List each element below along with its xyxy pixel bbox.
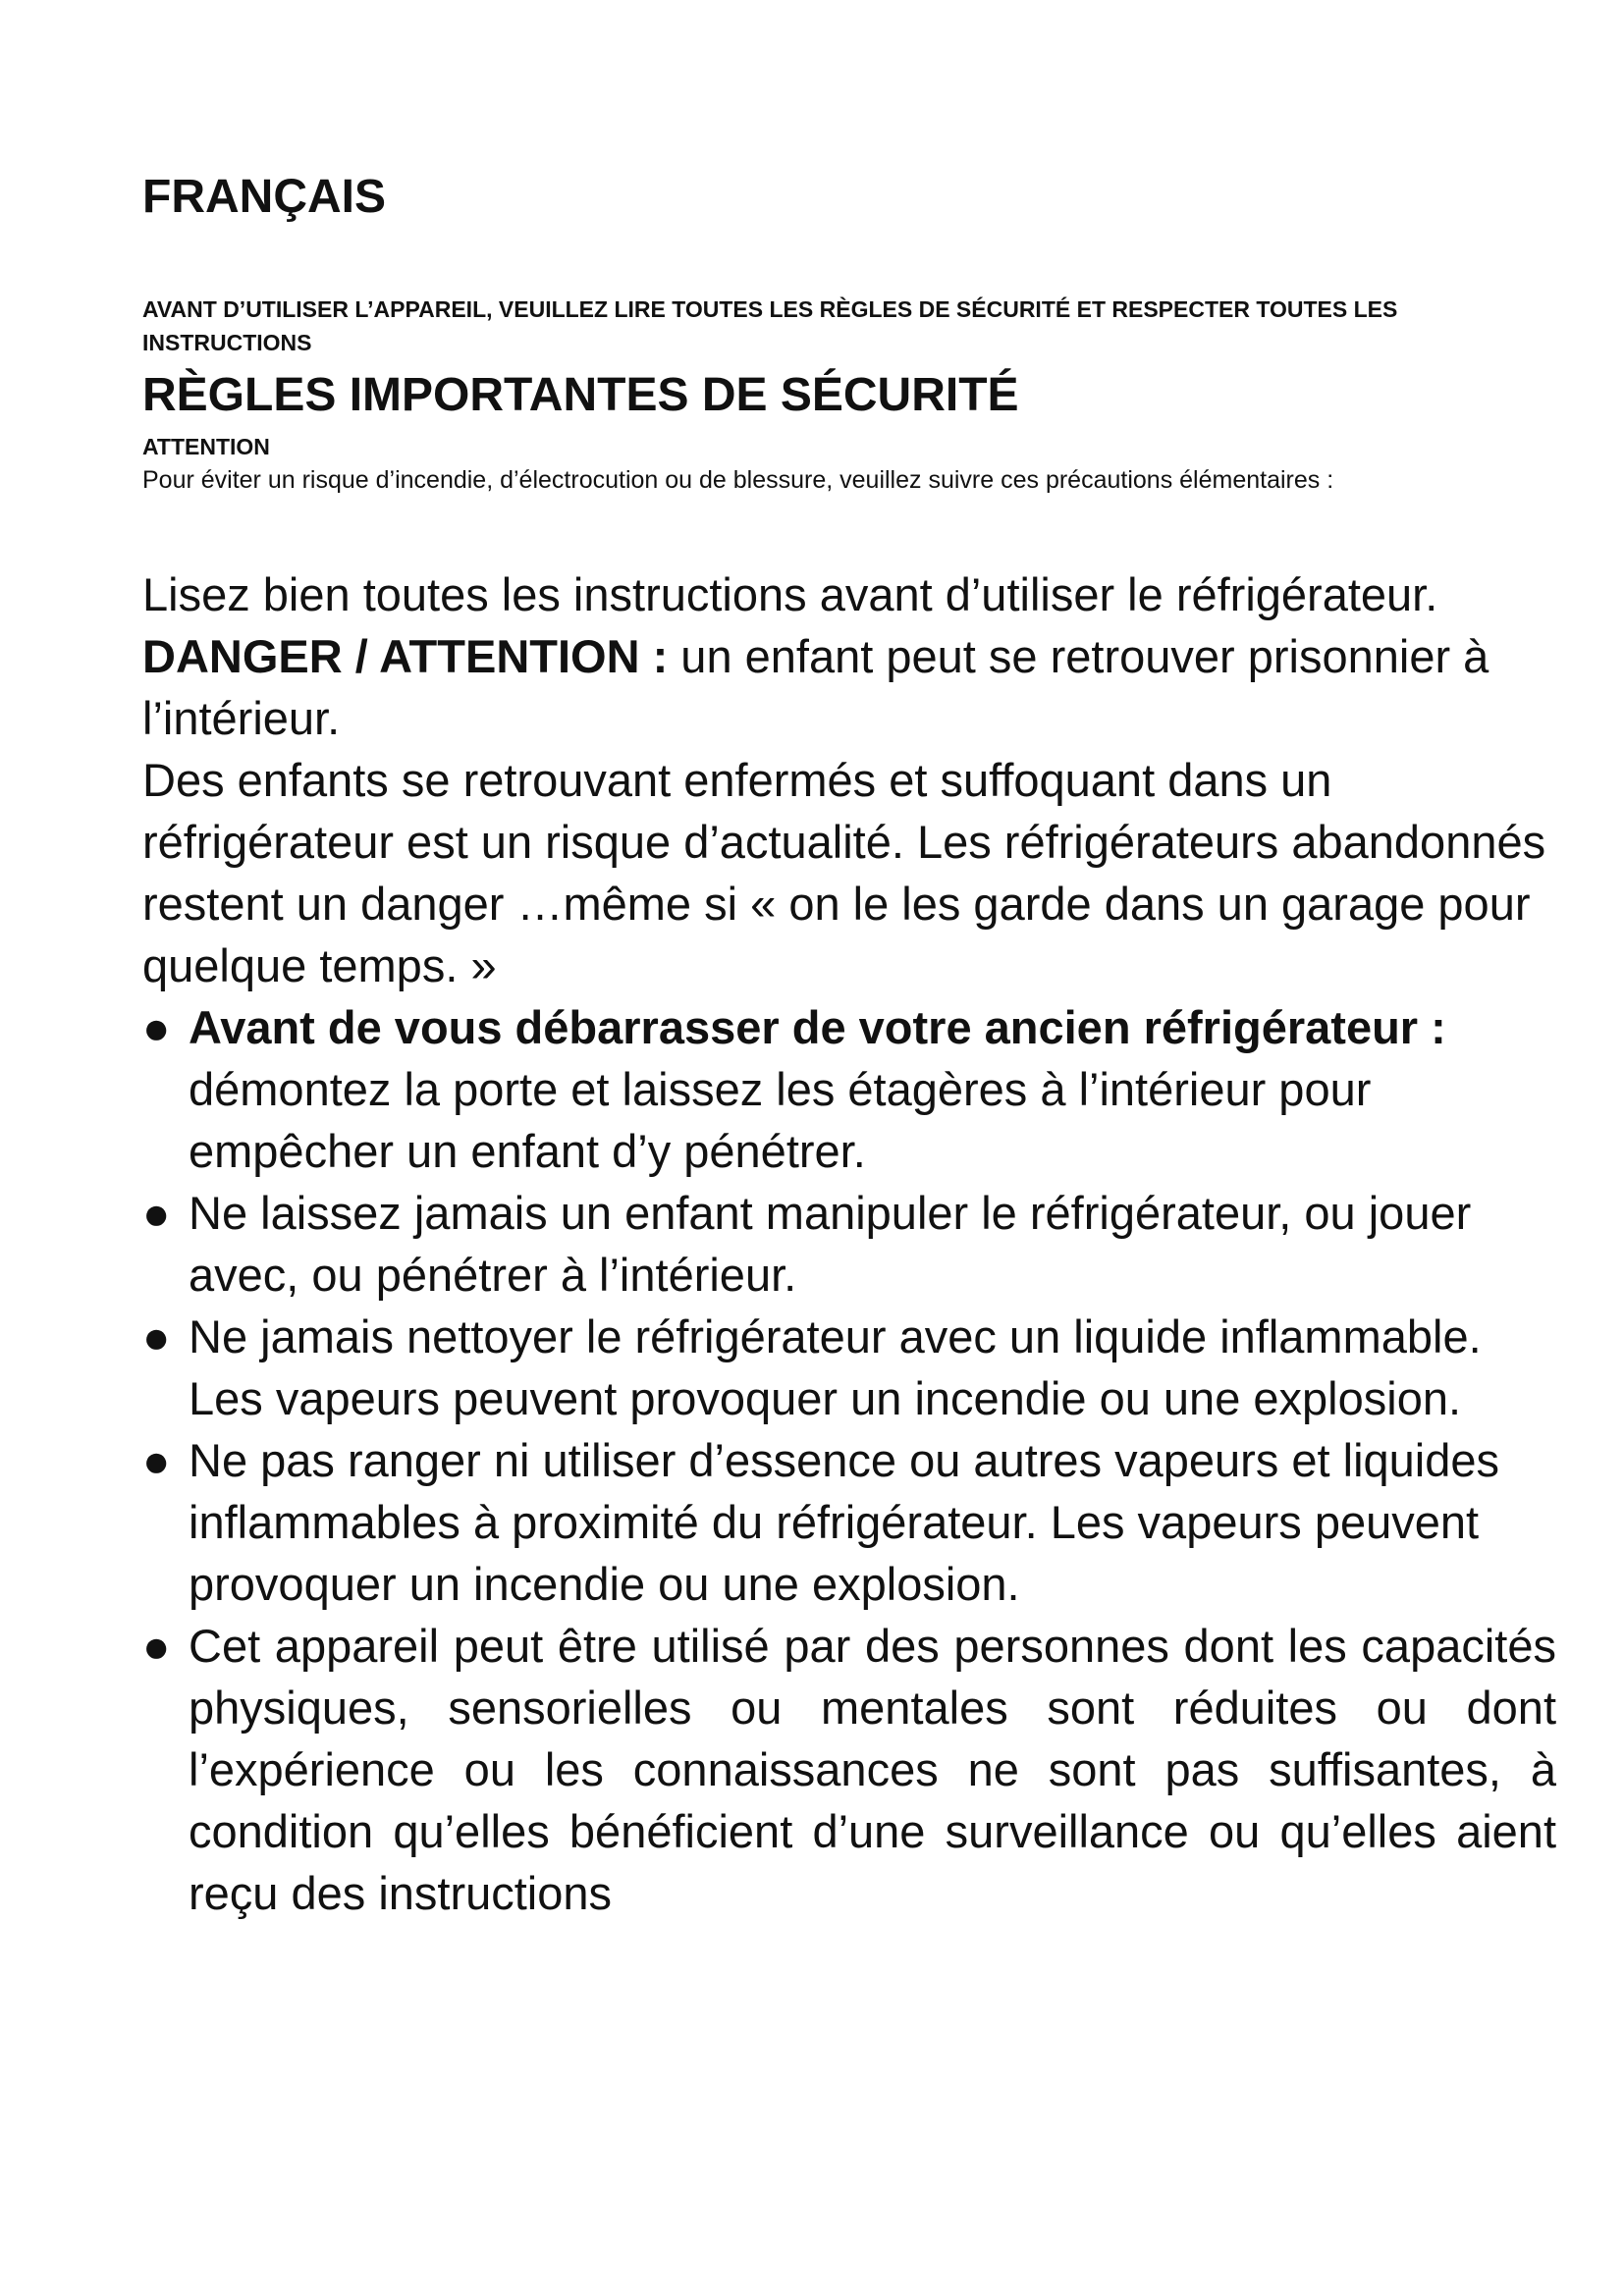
list-item [142, 1615, 1556, 1924]
bullet-icon: ● [142, 1187, 171, 1239]
safety-bullet-list [142, 996, 1556, 1924]
bullet-text: démontez la porte et laissez les étagères à l’intérieur pour empêcher un enfant d’y pénétrer. [189, 1063, 1372, 1177]
preamble-notice: AVANT D’UTILISER L’APPAREIL, VEUILLEZ LIRE TOUTES LES RÈGLES DE SÉCURITÉ ET RESPECTER TOUTES LES INSTRUCTIONS [142, 296, 1398, 355]
safety-rules-title: RÈGLES IMPORTANTES DE SÉCURITÉ [142, 369, 1019, 421]
bullet-icon: ● [142, 1310, 171, 1362]
bullet-text: Ne laissez jamais un enfant manipuler le réfrigérateur, ou jouer avec, ou pénétrer à l’intérieur. [189, 1187, 1472, 1301]
list-item [142, 1182, 1556, 1306]
list-item [142, 1429, 1556, 1615]
language-heading: FRANÇAIS [142, 171, 386, 223]
intro-paragraph: Lisez bien toutes les instructions avant d’utiliser le réfrigérateur. [142, 568, 1438, 620]
bullet-text: Ne pas ranger ni utiliser d’essence ou autres vapeurs et liquides inflammables à proximité du réfrigérateur. Les vapeurs peuvent provoquer un incendie ou une explosion. [189, 1434, 1500, 1610]
danger-label: DANGER / ATTENTION : [142, 630, 669, 682]
bullet-icon: ● [142, 1620, 171, 1672]
risk-paragraph: Des enfants se retrouvant enfermés et suffoquant dans un réfrigérateur est un risque d’actualité. Les réfrigérateurs abandonnés restent un danger …même si « on le les garde dans un garage pour quelque temps. » [142, 754, 1546, 991]
bullet-icon: ● [142, 1434, 171, 1486]
bullet-text: Cet appareil peut être utilisé par des personnes dont les capacités physiques, sensorielles ou mentales sont réduites ou dont l’expérience ou les connaissances ne sont pas suffisantes, à condition qu’elles bénéficient d’une surveillance ou qu’elles aient reçu des instructions [189, 1620, 1556, 1919]
bullet-bold-text: Avant de vous débarrasser de votre ancien réfrigérateur : [189, 1001, 1446, 1053]
bullet-text: Ne jamais nettoyer le réfrigérateur avec un liquide inflammable. Les vapeurs peuvent provoquer un incendie ou une explosion. [189, 1310, 1482, 1424]
list-item [142, 1306, 1556, 1429]
attention-text: Pour éviter un risque d’incendie, d’électrocution ou de blessure, veuillez suivre ces précautions élémentaires : [142, 466, 1334, 494]
bullet-icon: ● [142, 1001, 171, 1053]
danger-paragraph [142, 625, 1556, 749]
danger-text: un enfant peut se retrouver prisonnier à l’intérieur. [142, 630, 1489, 744]
attention-label: ATTENTION [142, 434, 270, 459]
body-text [142, 563, 1556, 1924]
list-item [142, 996, 1556, 1182]
